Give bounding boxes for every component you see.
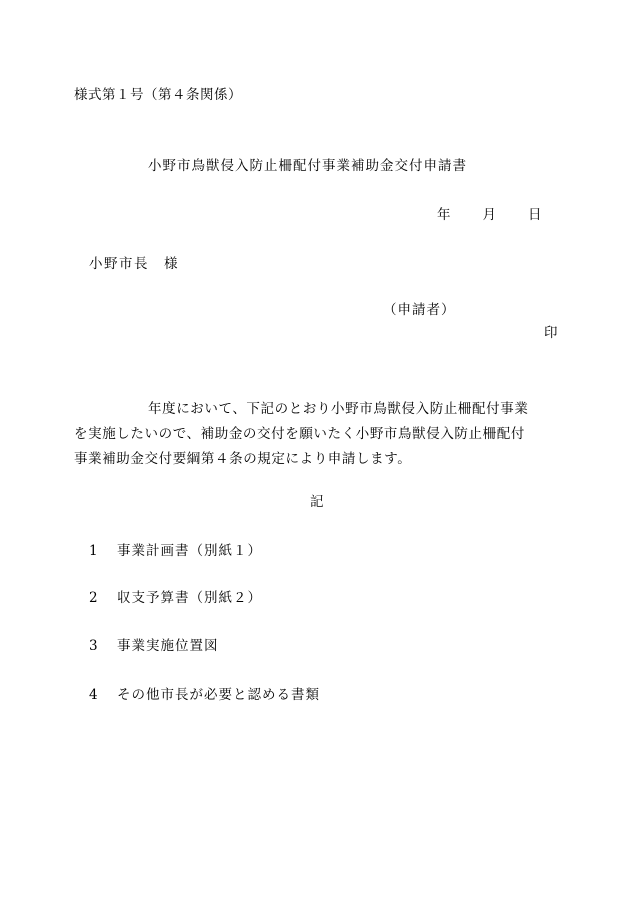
body-line-1: 年度において、下記のとおり小野市鳥獣侵入防止柵配付事業 xyxy=(148,401,529,417)
list-item xyxy=(89,542,262,560)
list-item-text: 事業計画書（別紙１） xyxy=(117,543,262,559)
ki-heading: 記 xyxy=(310,494,324,510)
list-item xyxy=(89,637,219,655)
list-item-number: 2 xyxy=(89,590,98,606)
form-number: 様式第１号（第４条関係） xyxy=(74,87,242,103)
list-item-number: 3 xyxy=(89,638,98,654)
date-year: 年 xyxy=(437,207,451,223)
list-item-text: その他市長が必要と認める書類 xyxy=(117,687,320,703)
seal-mark: 印 xyxy=(544,325,558,341)
body-line-3: 事業補助金交付要綱第４条の規定により申請します。 xyxy=(74,451,412,467)
applicant-label: （申請者） xyxy=(383,302,456,318)
body-line-2: を実施したいので、補助金の交付を願いたく小野市鳥獣侵入防止柵配付 xyxy=(74,426,525,442)
date-day: 日 xyxy=(528,207,542,223)
list-item-text: 収支予算書（別紙２） xyxy=(117,590,262,606)
list-item-text: 事業実施位置図 xyxy=(117,638,219,654)
list-item xyxy=(89,589,262,607)
document-title: 小野市鳥獣侵入防止柵配付事業補助金交付申請書 xyxy=(148,158,467,174)
date-line xyxy=(437,206,542,224)
body-paragraph xyxy=(74,397,564,472)
list-item xyxy=(89,686,320,704)
list-item-number: 4 xyxy=(89,687,98,703)
addressee: 小野市長 様 xyxy=(89,256,179,272)
date-month: 月 xyxy=(482,207,496,223)
list-item-number: 1 xyxy=(89,543,98,559)
